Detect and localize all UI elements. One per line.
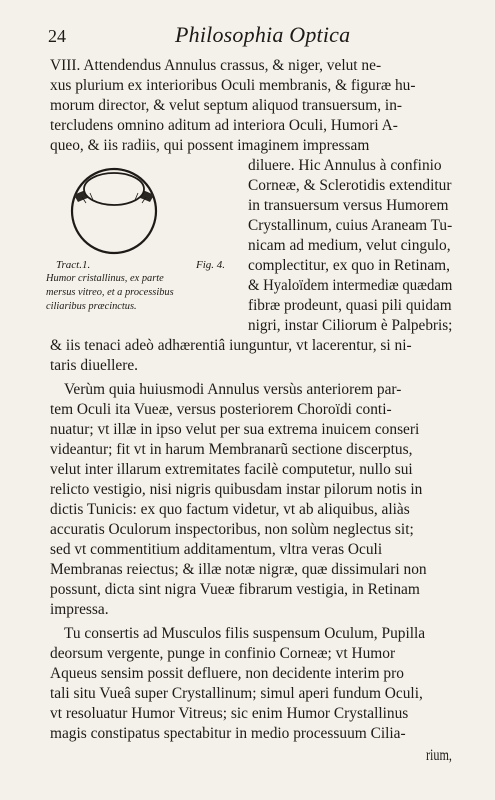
figure-caption-line: mersus vitreo, et a processibus: [46, 287, 174, 298]
text-line: Aqueus sensim possit defluere, non decidente interim pro: [50, 665, 404, 682]
figure-number-label: Fig. 4.: [196, 259, 226, 271]
text-line: queo, & iis radiis, qui possent imaginem impressam: [50, 137, 370, 154]
text-line: tercludens omnino aditum ad interiora Oculi, Humori A-: [50, 117, 398, 134]
text-line: velut inter illarum extremitates facilè computetur, nullo sui: [50, 461, 413, 478]
text-line: relicto vestigio, nisi nigris quibusdam instar pilorum notis in: [50, 481, 423, 498]
text-line: accuratis Oculorum inspectoribus, non solùm neglectus sit;: [50, 521, 414, 538]
figure-4: [44, 155, 234, 325]
text-line: complectitur, ex quo in Retinam,: [248, 257, 450, 274]
text-line: & Hyaloïdem intermediæ quædam: [248, 277, 453, 294]
text-line: fibræ prodeunt, quasi pili quidam: [248, 297, 452, 314]
text-line: Verùm quia huiusmodi Annulus versùs anteriorem par-: [64, 381, 402, 398]
figure-caption-line: Humor cristallinus, ex parte: [46, 273, 164, 284]
text-line: deorsum vergente, punge in confinio Corneæ; vt Humor: [50, 645, 396, 662]
text-line: sed vt commentitium additamentum, vltra veras Oculi: [50, 541, 383, 558]
text-line: in transuersum versus Humorem: [248, 197, 449, 214]
text-line: magis constipatus spectabitur in medio processuum Cilia-: [50, 725, 406, 742]
text-line: diluere. Hic Annulus à confinio: [248, 157, 442, 174]
text-line: taris diuellere.: [50, 357, 139, 374]
text-line: Crystallinum, cuius Araneam Tu-: [248, 217, 453, 234]
text-line: xus plurium ex interioribus Oculi membranis, & figuræ hu-: [50, 77, 416, 94]
page-header: [0, 22, 495, 52]
text-line: & iis tenaci adeò adhærentiâ iunguntur, vt lacerentur, si ni-: [50, 337, 412, 354]
eye-lens-diagram: [62, 155, 172, 259]
text-line: impressa.: [50, 601, 109, 618]
text-line: morum director, & velut septum aliquod transuersum, in-: [50, 97, 403, 114]
text-line: dictis Tunicis: ex quo factum videtur, vt ab aliquibus, aliàs: [50, 501, 410, 518]
text-line: nuatur; vt illæ in ipso velut per sua extrema inuicem conseri: [50, 421, 420, 438]
text-line: nigri, instar Ciliorum è Palpebris;: [248, 317, 453, 334]
text-line: tem Oculi ita Vueæ, versus posteriorem Choroïdi conti-: [50, 401, 392, 418]
text-line: Corneæ, & Sclerotidis extenditur: [248, 177, 452, 194]
text-line: videantur; fit vt in harum Membranarũ sectione discerptus,: [50, 441, 413, 458]
running-title: Philosophia Optica: [175, 22, 351, 47]
figure-caption-line: ciliaribus præcinctus.: [46, 301, 137, 312]
text-line: Membranas reiectus; & illæ notæ nigræ, quæ dissimulari non: [50, 561, 427, 578]
text-line: tali situ Vueâ super Crystallinum; simul aperi fundum Oculi,: [50, 685, 423, 702]
text-line: possunt, dicta sint nigra Vueæ fibrarum vestigia, in Retinam: [50, 581, 420, 598]
text-line: nicam ad medium, velut cingulo,: [248, 237, 451, 254]
text-line: VIII. Attendendus Annulus crassus, & niger, velut ne-: [50, 57, 382, 74]
text-line: vt resoluatur Humor Vitreus; sic enim Humor Crystallinus: [50, 705, 409, 722]
catchword: rium,: [426, 747, 452, 764]
page-number: 24: [48, 26, 66, 46]
text-line: Tu consertis ad Musculos filis suspensum Oculum, Pupilla: [64, 625, 426, 642]
figure-tract-label: Tract.1.: [56, 259, 91, 271]
